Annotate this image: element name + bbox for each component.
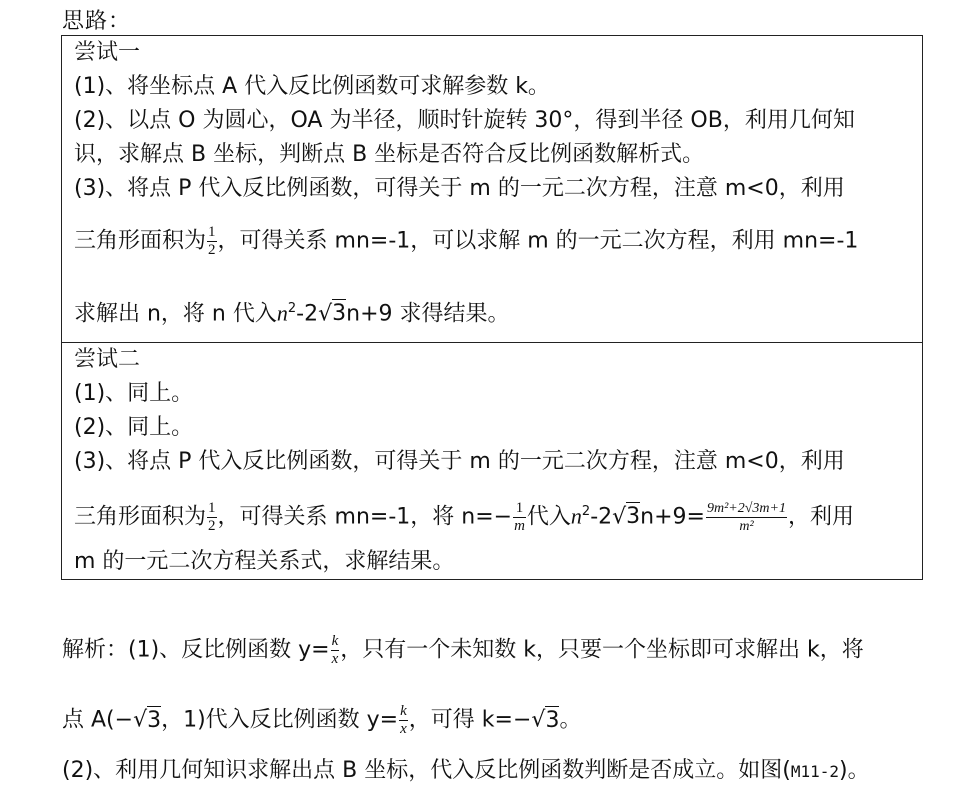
var-n: n xyxy=(570,503,582,529)
text-segment: n+9 求得结果。 xyxy=(346,301,510,327)
k-over-x-fraction xyxy=(331,633,340,668)
fraction-denominator: 2 xyxy=(208,242,216,258)
exponent: 2 xyxy=(287,301,297,316)
radicand: 3 xyxy=(147,707,162,733)
sqrt-symbol: √ xyxy=(612,504,627,530)
attempt-two-box xyxy=(61,342,923,580)
text-segment: 解析：(1)、反比例函数 y= xyxy=(62,637,330,663)
sqrt-symbol: √ xyxy=(531,707,546,733)
figure-reference: M11-2 xyxy=(790,762,839,781)
fraction-numerator: k xyxy=(331,633,339,649)
text-segment: 三角形面积为 xyxy=(74,504,207,530)
attempt-two-step3-end: m 的一元二次方程关系式，求解结果。 xyxy=(74,549,455,574)
radicand: 3 xyxy=(545,707,560,733)
text-segment: )。 xyxy=(839,758,870,783)
attempt-two-title: 尝试二 xyxy=(74,347,141,372)
attempt-one-step3-end xyxy=(74,294,510,329)
text-segment: ，只有一个未知数 k，只要一个坐标即可求解出 k，将 xyxy=(340,637,864,663)
fraction-denominator: m xyxy=(514,517,525,534)
attempt-one-step3: (3)、将点 P 代入反比例函数，可得关于 m 的一元二次方程，注意 m<0，利用 xyxy=(74,176,845,201)
attempt-two-step2: (2)、同上。 xyxy=(74,415,194,440)
one-over-m-fraction xyxy=(513,500,526,535)
text-segment: ，可得关系 mn=-1，可以求解 m 的一元二次方程，利用 mn=-1 xyxy=(217,228,859,254)
attempt-one-title: 尝试一 xyxy=(74,40,141,65)
text-segment: 。 xyxy=(559,707,582,733)
attempt-two-step1: (1)、同上。 xyxy=(74,381,194,406)
attempt-one-step1: (1)、将坐标点 A 代入反比例函数可求解参数 k。 xyxy=(74,74,550,99)
text-segment: ，1)代入反比例函数 y= xyxy=(161,707,399,733)
sqrt-symbol: √ xyxy=(318,301,333,327)
analysis-line-1 xyxy=(62,633,864,668)
exponent: 2 xyxy=(581,504,591,519)
fraction-denominator: x xyxy=(400,721,407,737)
text-segment: (2)、利用几何知识求解出点 B 坐标，代入反比例函数判断是否成立。如图( xyxy=(62,758,791,783)
attempt-two-step3-cont xyxy=(74,497,854,535)
attempt-one-box xyxy=(61,35,923,343)
text-segment: n+9= xyxy=(640,504,705,530)
radicand: 3 xyxy=(332,301,347,327)
fraction-denominator: m² xyxy=(739,518,754,534)
quadratic-fraction xyxy=(706,500,787,535)
attempt-one-step2-cont: 识，求解点 B 坐标，判断点 B 坐标是否符合反比例函数解析式。 xyxy=(74,142,705,167)
text-segment: 代入 xyxy=(526,504,571,530)
text-segment: ，利用 xyxy=(787,504,854,530)
analysis-line-2 xyxy=(62,703,581,738)
text-segment: ，可得 k=− xyxy=(408,707,532,733)
fraction-numerator: k xyxy=(400,703,407,719)
text-segment: -2 xyxy=(296,301,319,327)
fraction-denominator: x xyxy=(331,651,339,667)
attempt-one-step3-cont xyxy=(74,224,858,259)
text-segment: ，可得关系 mn=-1，将 n=− xyxy=(217,504,513,530)
attempt-one-step2: (2)、以点 O 为圆心，OA 为半径，顺时针旋转 30°，得到半径 OB，利用几何知 xyxy=(74,108,855,133)
text-segment: 点 A(− xyxy=(62,707,134,733)
attempt-two-step3: (3)、将点 P 代入反比例函数，可得关于 m 的一元二次方程，注意 m<0，利用 xyxy=(74,449,845,474)
one-half-fraction xyxy=(207,224,217,259)
var-n: n xyxy=(276,300,288,326)
one-half-fraction xyxy=(207,500,217,535)
analysis-line-3 xyxy=(62,756,870,787)
fraction-numerator: 1 xyxy=(208,224,216,240)
fraction-numerator: 1 xyxy=(208,499,216,516)
sqrt-symbol: √ xyxy=(133,707,148,733)
fraction-numerator: 9m²+2√3m+1 xyxy=(706,500,786,516)
text-segment: 求解出 n，将 n 代入 xyxy=(74,301,277,327)
fraction-denominator: 2 xyxy=(208,517,216,534)
page-heading: 思路： xyxy=(62,9,132,34)
fraction-numerator: 1 xyxy=(513,500,526,518)
text-segment: -2 xyxy=(590,504,613,530)
radicand: 3 xyxy=(626,504,641,530)
text-segment: 三角形面积为 xyxy=(74,228,207,254)
k-over-x-fraction xyxy=(399,703,408,738)
